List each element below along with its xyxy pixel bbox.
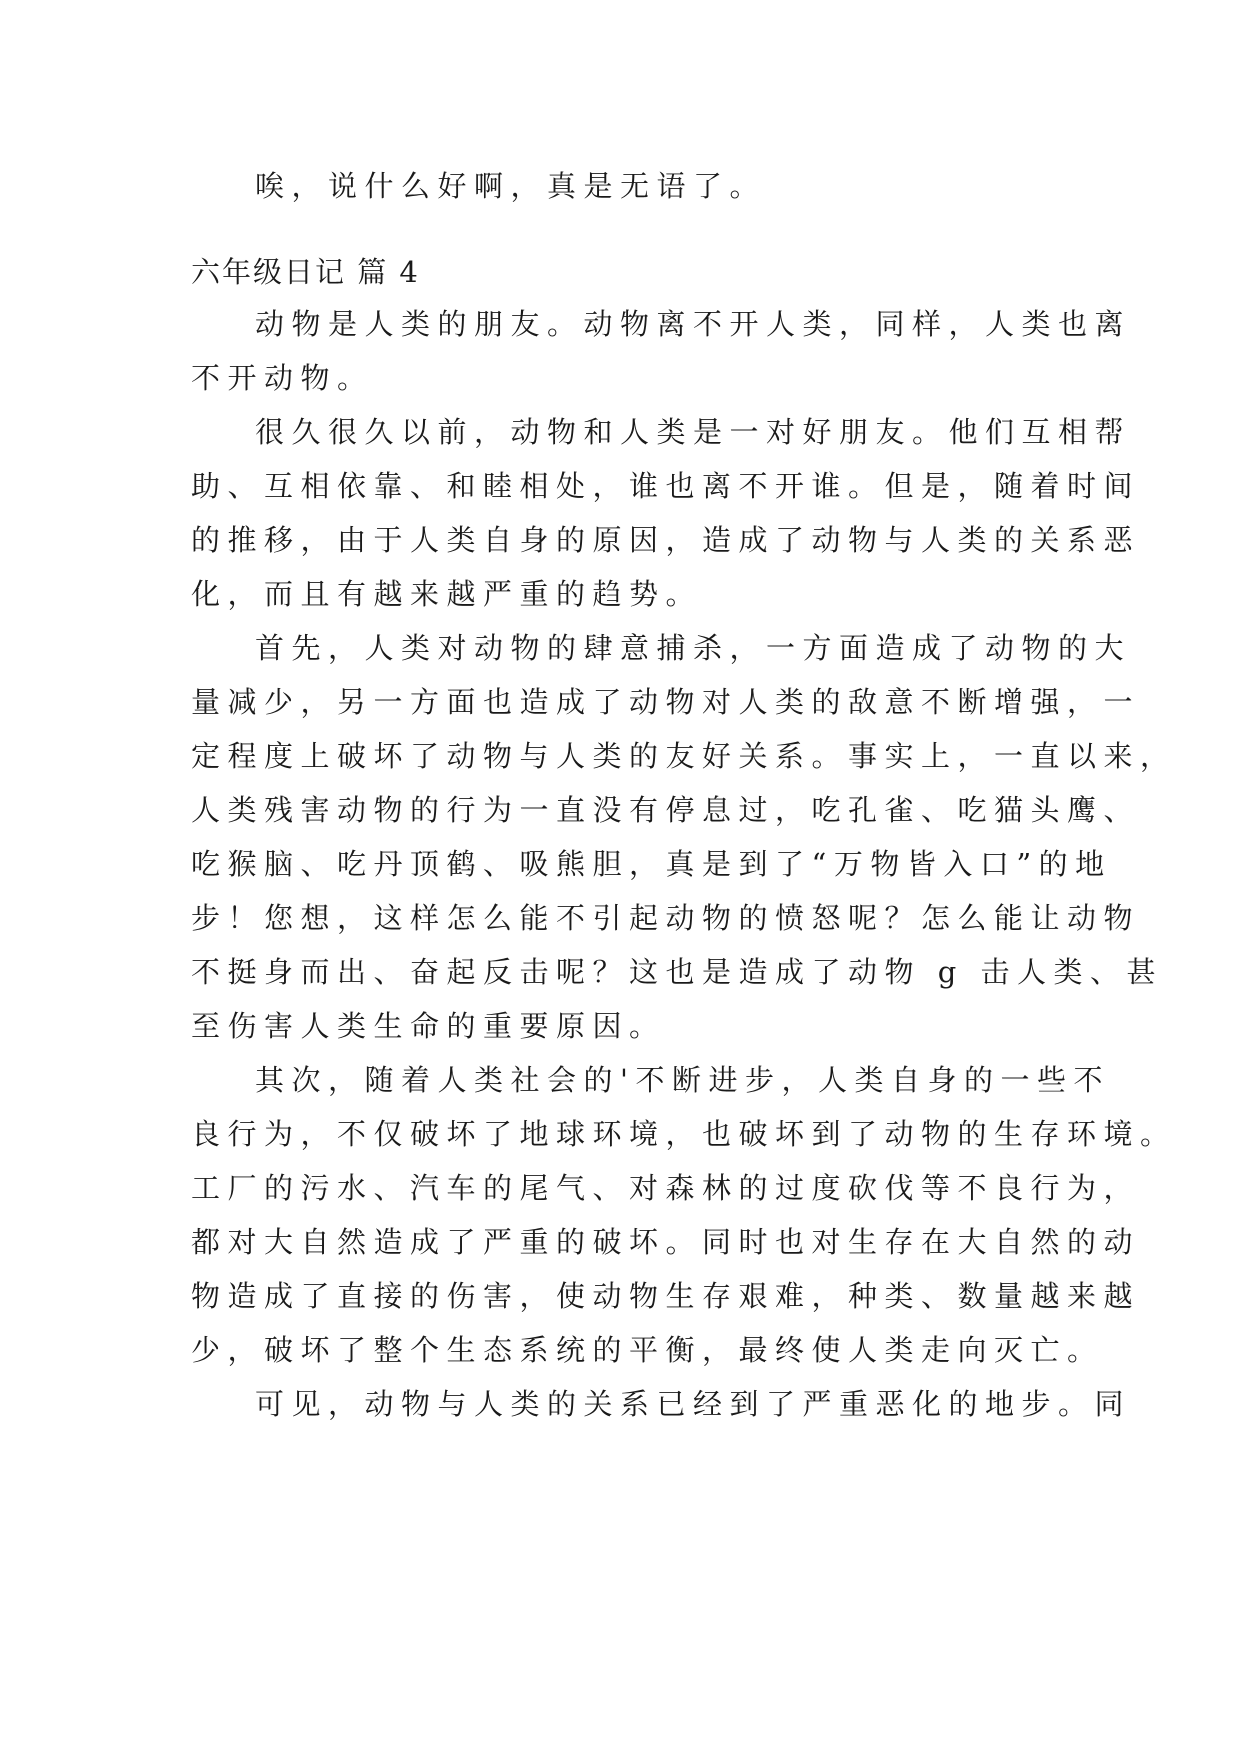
paragraph-line: 物造成了直接的伤害，使动物生存艰难，种类、数量越来越 — [191, 1279, 1141, 1313]
paragraph-line: 很久很久以前，动物和人类是一对好朋友。他们互相帮 — [255, 415, 1132, 449]
section-heading: 六年级日记 篇 4 — [191, 255, 420, 289]
paragraph-line: 可见，动物与人类的关系已经到了严重恶化的地步。同 — [255, 1387, 1132, 1421]
paragraph-line: 良行为，不仅破坏了地球环境，也破坏到了动物的生存环境。 — [191, 1117, 1177, 1151]
paragraph-line: 至伤害人类生命的重要原因。 — [191, 1009, 666, 1043]
paragraph-line: 量减少，另一方面也造成了动物对人类的敌意不断增强，一 — [191, 685, 1141, 719]
paragraph-line: 吃猴脑、吃丹顶鹤、吸熊胆，真是到了“万物皆入口”的地 — [191, 847, 1112, 881]
paragraph-line: 的推移，由于人类自身的原因，造成了动物与人类的关系恶 — [191, 523, 1141, 557]
paragraph-line: 步！您想，这样怎么能不引起动物的愤怒呢？怎么能让动物 — [191, 901, 1141, 935]
paragraph-line: 定程度上破坏了动物与人类的友好关系。事实上，一直以来， — [191, 739, 1177, 773]
paragraph-line: 不开动物。 — [191, 361, 374, 395]
paragraph-line: 动物是人类的朋友。动物离不开人类，同样，人类也离 — [255, 307, 1132, 341]
paragraph-line: 都对大自然造成了严重的破坏。同时也对生存在大自然的动 — [191, 1225, 1141, 1259]
paragraph-line: 化，而且有越来越严重的趋势。 — [191, 577, 703, 611]
paragraph-line: 不挺身而出、奋起反击呢？这也是造成了动物 g 击人类、甚 — [191, 955, 1164, 989]
paragraph-line: 人类残害动物的行为一直没有停息过，吃孔雀、吃猫头鹰、 — [191, 793, 1141, 827]
paragraph-line: 其次，随着人类社会的'不断进步，人类自身的一些不 — [255, 1063, 1110, 1097]
paragraph-line: 少，破坏了整个生态系统的平衡，最终使人类走向灭亡。 — [191, 1333, 1104, 1367]
paragraph-line: 工厂的污水、汽车的尾气、对森林的过度砍伐等不良行为， — [191, 1171, 1141, 1205]
paragraph-line: 助、互相依靠、和睦相处，谁也离不开谁。但是，随着时间 — [191, 469, 1141, 503]
intro-line: 唉，说什么好啊，真是无语了。 — [255, 169, 767, 203]
paragraph-line: 首先，人类对动物的肆意捕杀，一方面造成了动物的大 — [255, 631, 1132, 665]
